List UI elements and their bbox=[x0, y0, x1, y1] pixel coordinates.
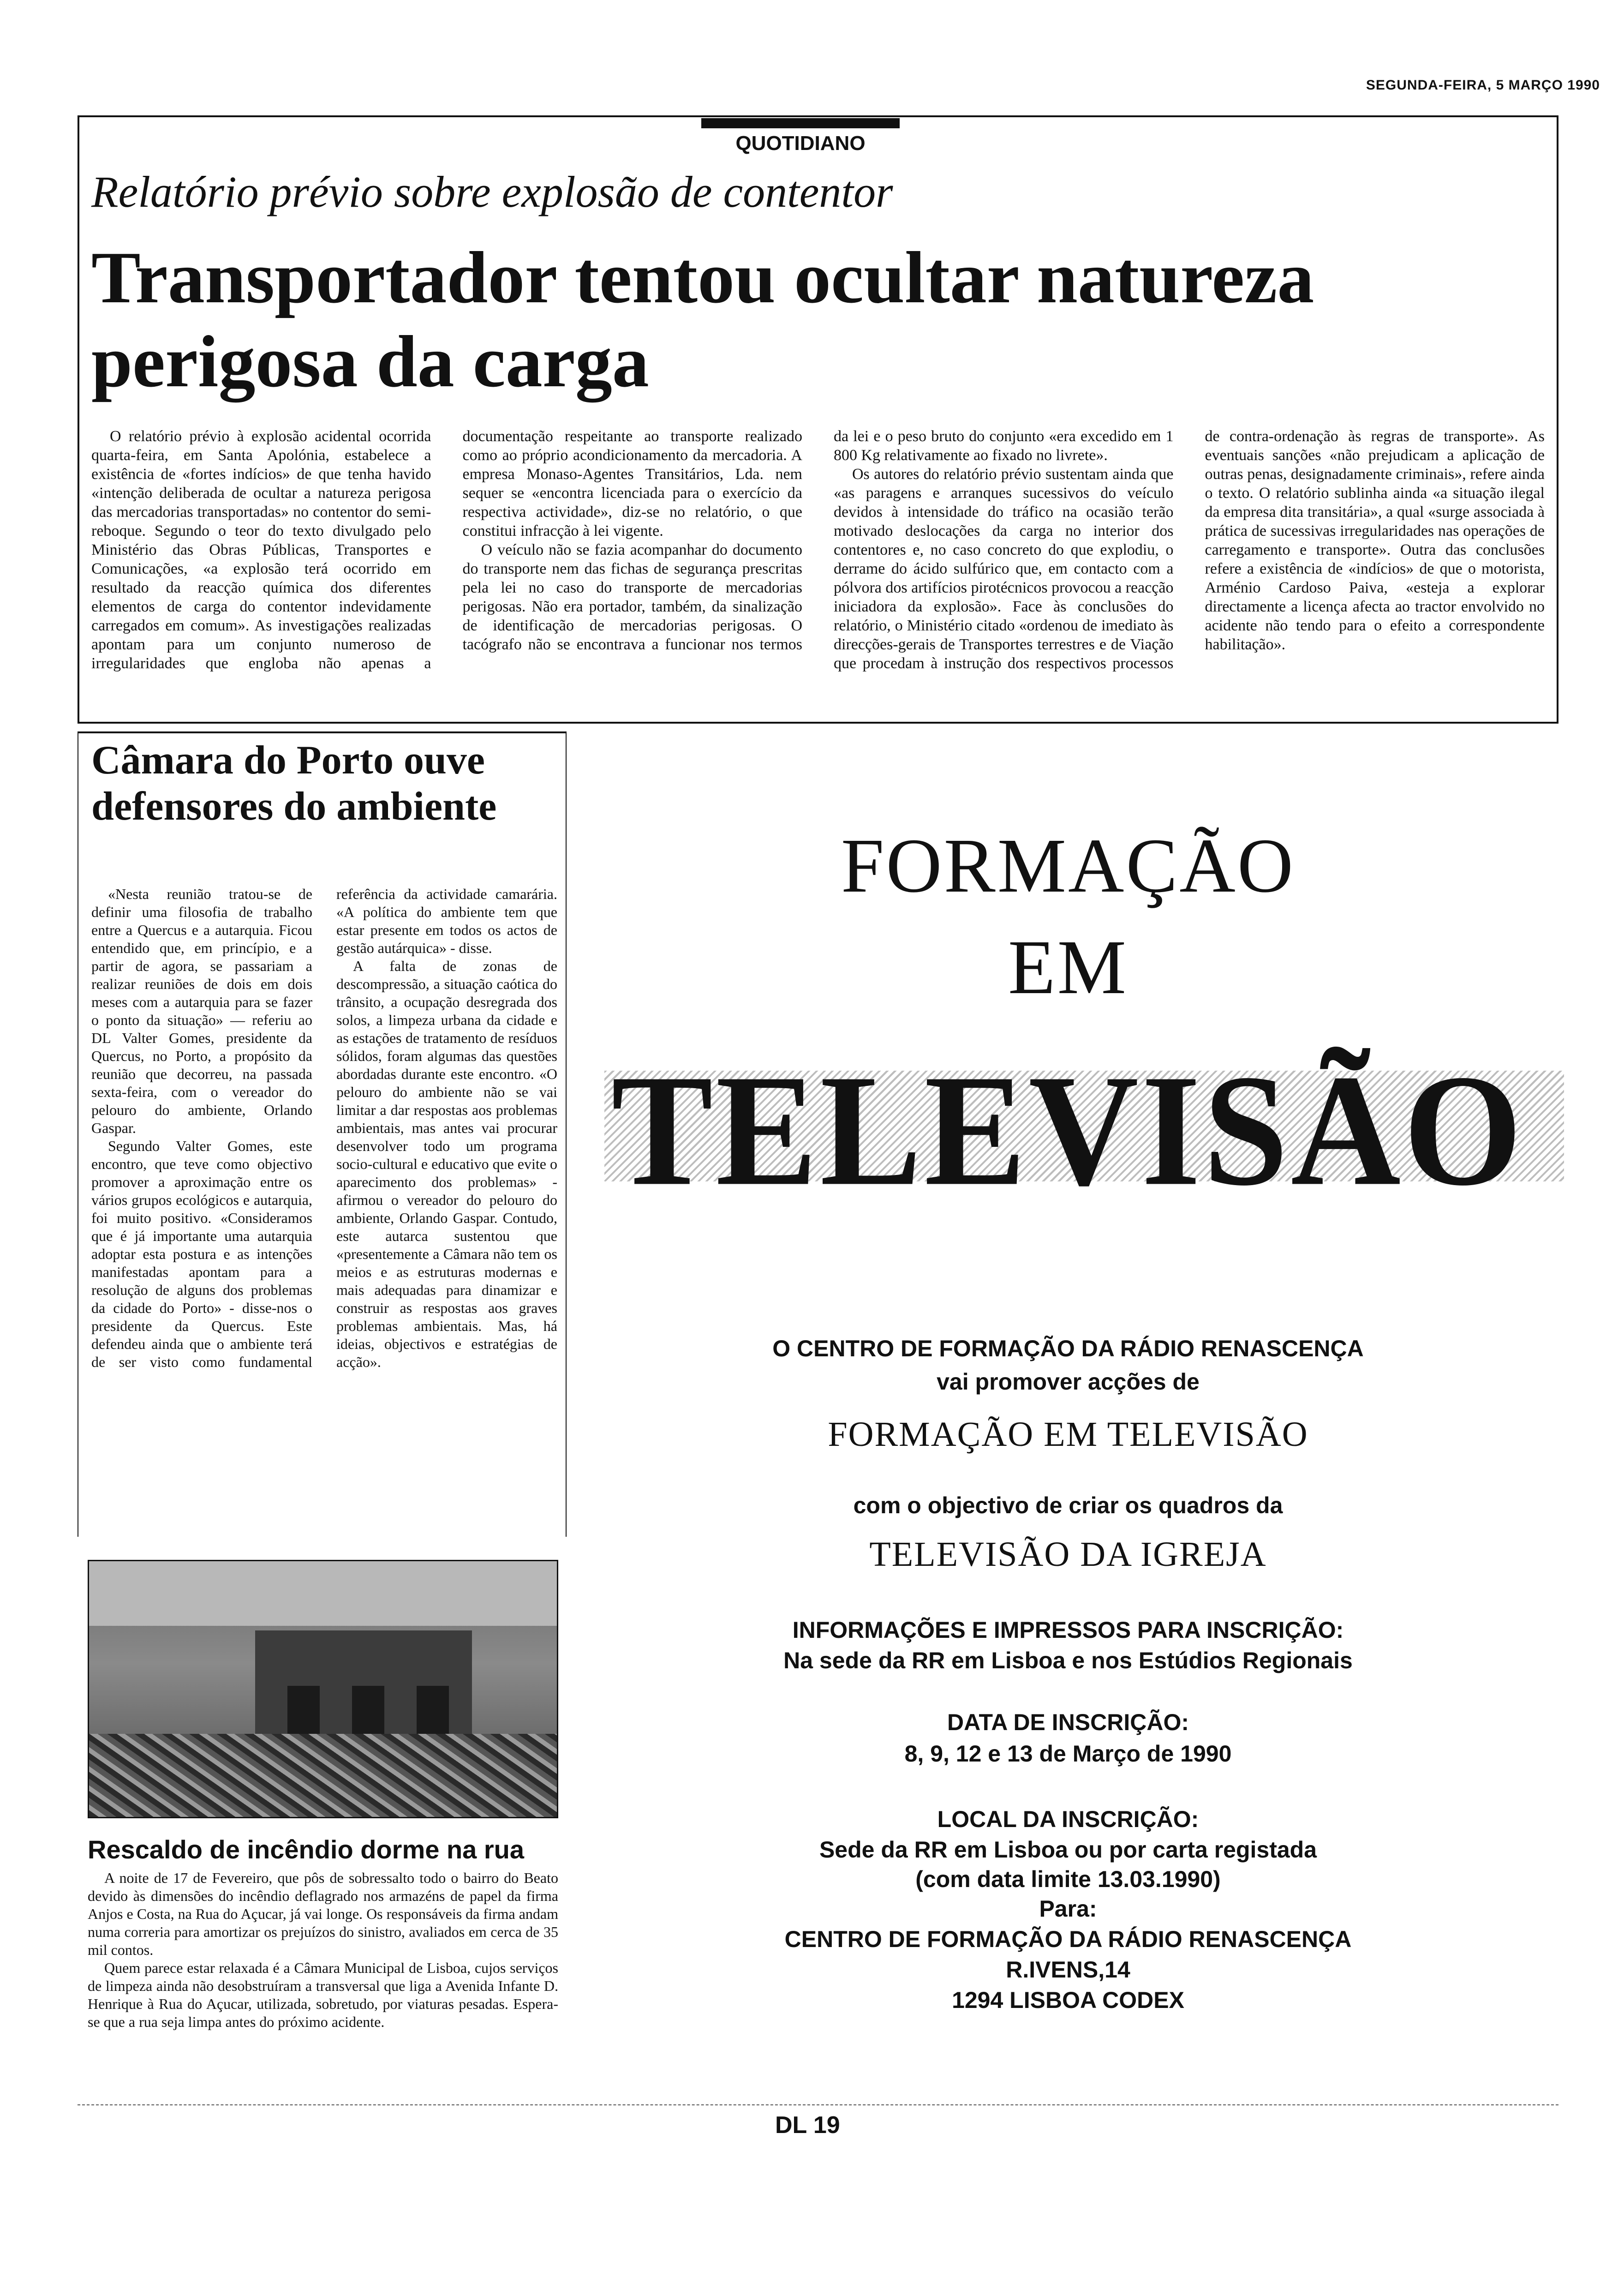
ad-igreja: TELEVISÃO DA IGREJA bbox=[869, 1535, 1267, 1574]
ad-address1: R.IVENS,14 bbox=[1006, 1957, 1130, 1983]
rescaldo-headline: Rescaldo de incêndio dorme na rua bbox=[88, 1835, 525, 1864]
camara-paragraph: A falta de zonas de descompressão, a situação caótica do trânsito, a ocupação desregrada dos solos, a limpeza urbana da cidade e as estações de tratamento de resíduos sólidos, foram algumas das questões abordadas durante este encontro. «O pelouro do ambiente não se vai limitar a dar respostas aos problemas ambientais, mas antes vai procurar desenvolver todo um programa socio-cultural e educativo que evite o aparecimento dos problemas» - afirmou o vereador do pelouro do ambiente, Orlando Gaspar. Contudo, este autarca sustentou que «presentemente a Câmara não tem os meios e as estruturas modernas e mais adequadas para dinamizar e construir as respostas aos graves problemas ambientais. Mas, há ideias, objectivos e estratégias de acção». bbox=[336, 958, 557, 1370]
camara-headline: Câmara do Porto ouve defensores do ambiente bbox=[91, 738, 497, 829]
camara-paragraph: «Nesta reunião tratou-se de definir uma filosofia de trabalho entre a Quercus e a autarquia. Ficou entendido que, em princípio, e a partir de agora, se passariam a realizar reuniões de dois em dois meses com a autarquia para se fazer o ponto da situação» — referiu ao DL Valter Gomes, presidente da Quercus, no Porto, a propósito da reunião que decorreu, na passada sexta-feira, com o vereador do pelouro do ambiente, Orlando Gaspar. bbox=[91, 886, 312, 1136]
ad-local-text2: (com data limite 13.03.1990) bbox=[915, 1866, 1221, 1892]
ad-data-text: 8, 9, 12 e 13 de Março de 1990 bbox=[904, 1741, 1232, 1767]
photo-sky bbox=[89, 1561, 557, 1626]
ad-local-text1: Sede da RR em Lisboa ou por carta registada bbox=[819, 1837, 1317, 1863]
ad-address2: 1294 LISBOA CODEX bbox=[952, 1987, 1184, 2013]
camara-body bbox=[91, 885, 557, 1527]
ad-local-title: LOCAL DA INSCRIÇÃO: bbox=[937, 1806, 1199, 1832]
section-label: QUOTIDIANO bbox=[701, 118, 900, 160]
dateline: SEGUNDA-FEIRA, 5 MARÇO 1990 bbox=[1366, 78, 1600, 93]
lead-paragraph: O veículo não se fazia acompanhar do documento do transporte nem das fichas de segurança prescritas pela lei no caso do transporte de mercadorias perigosas. Não era portador, também, da sinalização de identificação de mercadorias perigosas. O tacógrafo não se encontrava a funcionar nos termos da lei e o peso bruto do conjunto «era excedido em 1 800 Kg relativamente ao fixado no livrete». bbox=[462, 428, 1174, 653]
ad-em-title: EM bbox=[1008, 924, 1128, 1010]
rescaldo-paragraph: Quem parece estar relaxada é a Câmara Municipal de Lisboa, cujos serviços de limpeza ainda não desobstruíram a transversal que liga a Avenida Infante D. Henrique à Rua do Açucar, utilizada, sobretudo, por viaturas pesadas. Espera-se que a rua seja limpa antes do próximo acidente. bbox=[88, 1959, 558, 2030]
ad-objectivo: com o objectivo de criar os quadros da bbox=[853, 1492, 1283, 1518]
lead-paragraph: Os autores do relatório prévio sustentam ainda que «as paragens e arranques sucessivos do veículo devidos à intensidade do tráfico na ocasião terão motivado deslocações da carga no interior dos contentores e, no caso concreto do que explodiu, o derrame do ácido sulfúrico que, em contacto com a pólvora dos artifícios pirotécnicos provocou a reacção iniciadora da explosão». Face às conclusões do relatório, o Ministério citado «ordenou de imediato às direcções-gerais de Transportes terrestres e de Viação que procedam à instrução dos respectivos processos de contra-ordenação às regras de transporte». As eventuais sanções «não prejudicam a aplicação de outras penas, designadamente criminais», refere ainda o texto. O relatório sublinha ainda «a situação ilegal da empresa dita transitária», a qual «surge associada à prática de sucessivas irregularidades nas operações de carregamento e transporte». Outra das conclusões refere a existência de «indícios» de que o motorista, Arménio Cardoso Paiva, «esteja a explorar directamente a licença afecta ao tractor envolvido no acidente não tendo para o efeito a correspondente habilitação». bbox=[834, 428, 1545, 672]
ad-centro: O CENTRO DE FORMAÇÃO DA RÁDIO RENASCENÇA bbox=[772, 1336, 1364, 1361]
rescaldo-paragraph: A noite de 17 de Fevereiro, que pôs de sobressalto todo o bairro do Beato devido às dimensões do incêndio deflagrado nos armazéns de papel da firma Anjos e Costa, na Rua do Açucar, já vai longe. Os responsáveis da firma andam numa correria para amortizar os prejuízos do sinistro, avaliados em cerca de 35 mil contos. bbox=[88, 1870, 558, 1958]
camara-paragraph: Segundo Valter Gomes, este encontro, que teve como objectivo promover a aproximação entre os vários grupos ecológicos e autarquia, foi muito positivo. «Consideramos que é já importante uma autarquia adoptar esta postura e as intenções manifestadas apontam para a resolução de alguns dos problemas da cidade do Porto» - disse-nos o presidente da Quercus. Este defendeu ainda que o ambiente terá de ser visto como fundamental referência da actividade camarária. «A política do ambiente tem que estar presente em todos os actos de gestão autárquica» - disse. bbox=[91, 886, 557, 1370]
ad-formacao-title: FORMAÇÃO bbox=[841, 823, 1296, 909]
page-number: DL 19 bbox=[775, 2112, 840, 2139]
lead-headline: Transportador tentou ocultar natureza perigosa da carga bbox=[91, 236, 1314, 402]
lead-kicker: Relatório prévio sobre explosão de contentor bbox=[91, 167, 893, 216]
lead-body bbox=[91, 427, 1545, 711]
photo-rubble bbox=[89, 1734, 557, 1817]
ad-para: Para: bbox=[1039, 1896, 1097, 1922]
ad-info-text: Na sede da RR em Lisboa e nos Estúdios Regionais bbox=[783, 1648, 1353, 1673]
footer-rule bbox=[78, 2104, 1558, 2105]
ad-centro2: CENTRO DE FORMAÇÃO DA RÁDIO RENASCENÇA bbox=[784, 1926, 1352, 1952]
lead-paragraph: O relatório prévio à explosão acidental ocorrida quarta-feira, em Santa Apolónia, estabelece a existência de «fortes indícios» de que tenha havido «intenção deliberada de ocultar a natureza perigosa das mercadorias transportadas» no contentor do semi-reboque. Segundo o teor do texto divulgado pelo Ministério das Obras Públicas, Transportes e Comunicações, «a explosão terá ocorrido em resultado da reacção química dos diferentes elementos de carga do contentor indevidamente carregados em comum». As investigações realizadas apontam para um conjunto numeroso de irregularidades que engloba não apenas a documentação respeitante ao transporte realizado como ao próprio acondicionamento da mercadoria. A empresa Monaso-Agentes Transitários, Lda. nem sequer se «encontra licenciada para o exercício da respectiva actividade», diz-se no relatório, o que constitui infracção à lei vigente. bbox=[91, 428, 802, 672]
rescaldo-body bbox=[88, 1869, 558, 2031]
ad-promover: vai promover acções de bbox=[937, 1369, 1200, 1395]
ad-info-title: INFORMAÇÕES E IMPRESSOS PARA INSCRIÇÃO: bbox=[792, 1617, 1344, 1643]
fire-aftermath-photo bbox=[88, 1560, 558, 1818]
ad-televisao-title: TELEVISÃO bbox=[611, 1042, 1525, 1219]
ad-data-title: DATA DE INSCRIÇÃO: bbox=[947, 1709, 1189, 1735]
advertisement bbox=[577, 738, 1559, 2123]
ad-formacao: FORMAÇÃO EM TELEVISÃO bbox=[828, 1415, 1308, 1454]
